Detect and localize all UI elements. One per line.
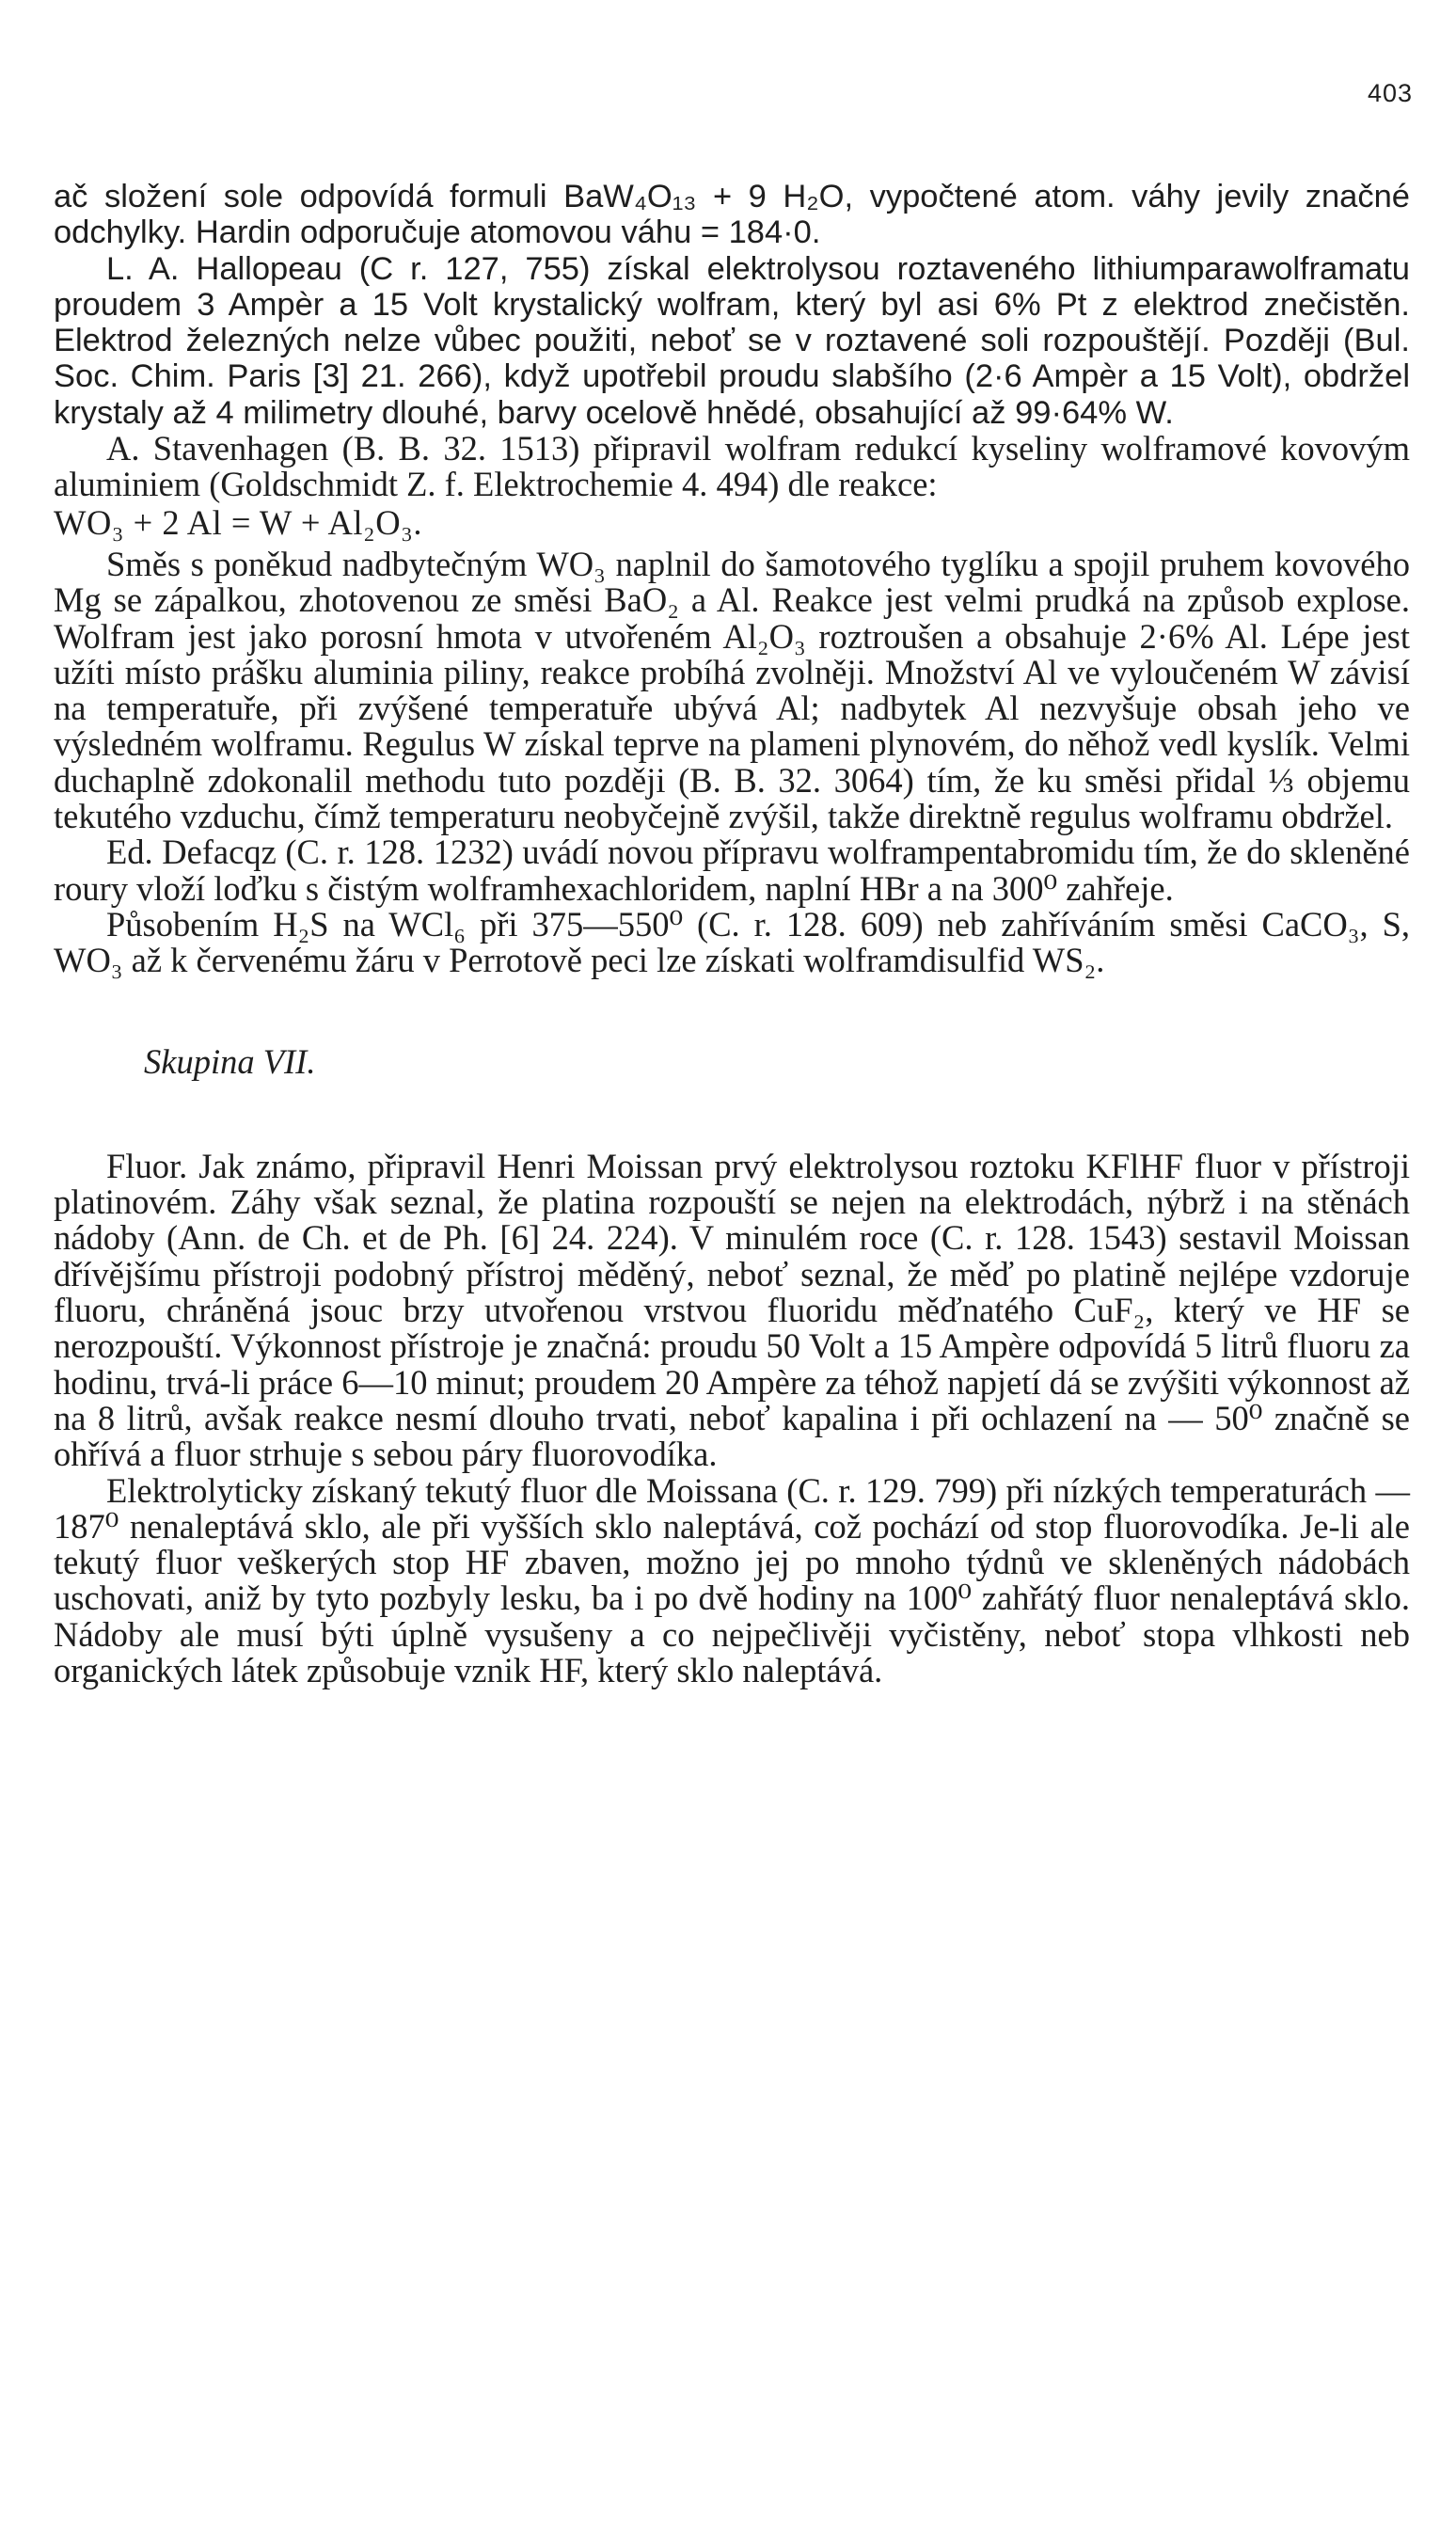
paragraph-tekuty-fluor: Elektrolyticky získaný tekutý fluor dle Moissana (C. r. 129. 799) při nízkých temperaturách — 187⁰ nenaleptává sklo, ale při vyšších sklo naleptává, což pochází od stop fluorovodíka. Je-li ale tekutý fluor veškerých stop HF zbaven, možno jej po mnoho týdnů ve skleněných nádobách uschovati, aniž by tyto pozbyly lesku, ba i po dvě hodiny na 100⁰ zahřátý fluor nenaleptává sklo. Nádoby ale musí býti úplně vysušeny a co nejpečlivěji vyčistěny, neboť stopa vlhkosti neb organických látek způsobuje vznik HF, který sklo naleptává. [54, 1470, 1410, 1689]
section-heading: Skupina VII. [144, 1041, 316, 1081]
paragraph-wolframdisulfid: Působením H₂S na WCl₆ při 375—550⁰ (C. r. 128. 609) neb zahříváním směsi CaCO₃, S, WO₃ až k červenému žáru v Perrotově peci lze získati wolframdisulfid WS₂. [54, 904, 1410, 980]
paragraph-defacqz: Ed. Defacqz (C. r. 128. 1232) uvádí novou přípravu wolframpentabromidu tím, že do skleněné roury vloží loďku s čistým wolframhexachloridem, naplní HBr a na 300⁰ zahřeje. [54, 833, 1410, 908]
paragraph-smes: Směs s poněkud nadbytečným WO₃ naplnil do šamotového tyglíku a spojil pruhem kovového Mg se zápalkou, zhotovenou ze směsi BaO₂ a Al. Reakce jest velmi prudká na způsob explose. Wolfram jest jako porosní hmota v utvořeném Al₂O₃ roztroušen a obsahuje 2·6% Al. Lépe jest užíti místo prášku aluminia piliny, reakce probíhá zvolněji. Množství Al ve vyloučeném W závisí na temperatuře, při zvýšené temperatuře ubývá Al; nadbytek Al nezvyšuje obsah jeho ve výsledném wolframu. Regulus W získal teprve na plameni plynovém, do něhož vedl kyslík. Velmi duchaplně zdokonalil methodu tuto později (B. B. 32. 3064) tím, že ku směsi přidal ⅓ objemu tekutého vzduchu, čímž temperaturu neobyčejně zvýšil, takže direktně regulus wolframu obdržel. [54, 544, 1410, 836]
paragraph-stavenhagen: A. Stavenhagen (B. B. 32. 1513) připravil wolfram redukcí kyseliny wolframové kovovým aluminiem (Goldschmidt Z. f. Elektrochemie 4. 494) dle reakce: [54, 429, 1410, 504]
page-body [54, 179, 1410, 1689]
paragraph-hallopeau: L. A. Hallopeau (C r. 127, 755) získal elektrolysou roztaveného lithiumparawolframatu proudem 3 Ampèr a 15 Volt krystalický wolfram, který byl asi 6% Pt z elektrod znečistěn. Elektrod železných nelze vůbec použiti, neboť se v roztavené soli rozpouštějí. Později (Bul. Soc. Chim. Paris [3] 21. 266), když upotřebil proudu slabšího (2·6 Ampèr a 15 Volt), obdržel krystaly až 4 milimetry dlouhé, barvy ocelově hnědé, obsahující až 99·64% W. [54, 250, 1410, 431]
page-number: 403 [1367, 79, 1413, 107]
reaction-equation: WO₃ + 2 Al = W + Al₂O₃. [54, 502, 422, 542]
paragraph-1: ač složení sole odpovídá formuli BaW₄O₁₃ + 9 H₂O, vypočtené atom. váhy jevily značné odchylky. Hardin odporučuje atomovou váhu = 184·0. [54, 179, 1410, 251]
paragraph-fluor: Fluor. Jak známo, připravil Henri Moissan prvý elektrolysou roztoku KFlHF fluor v přístroji platinovém. Záhy však seznal, že platina rozpouští se nejen na elektrodách, nýbrž i na stěnách nádoby (Ann. de Ch. et de Ph. [6] 24. 224). V minulém roce (C. r. 128. 1543) sestavil Moissan dřívějšímu přístroji podobný přístroj měděný, neboť seznal, že měď po platině nejlépe vzdoruje fluoru, chráněná jsouc brzy utvořenou vrstvou fluoridu měďnatého CuF₂, který ve HF se nerozpouští. Výkonnost přístroje je značná: proudu 50 Volt a 15 Ampère odpovídá 5 litrů fluoru za hodinu, trvá-li práce 6—10 minut; proudem 20 Ampère za téhož napjetí dá se zvýšiti výkonnost až na 8 litrů, avšak reakce nesmí dlouho trvati, neboť kapalina i při ochlazení na — 50⁰ značně se ohřívá a fluor strhuje s sebou páry fluorovodíka. [54, 1146, 1410, 1474]
